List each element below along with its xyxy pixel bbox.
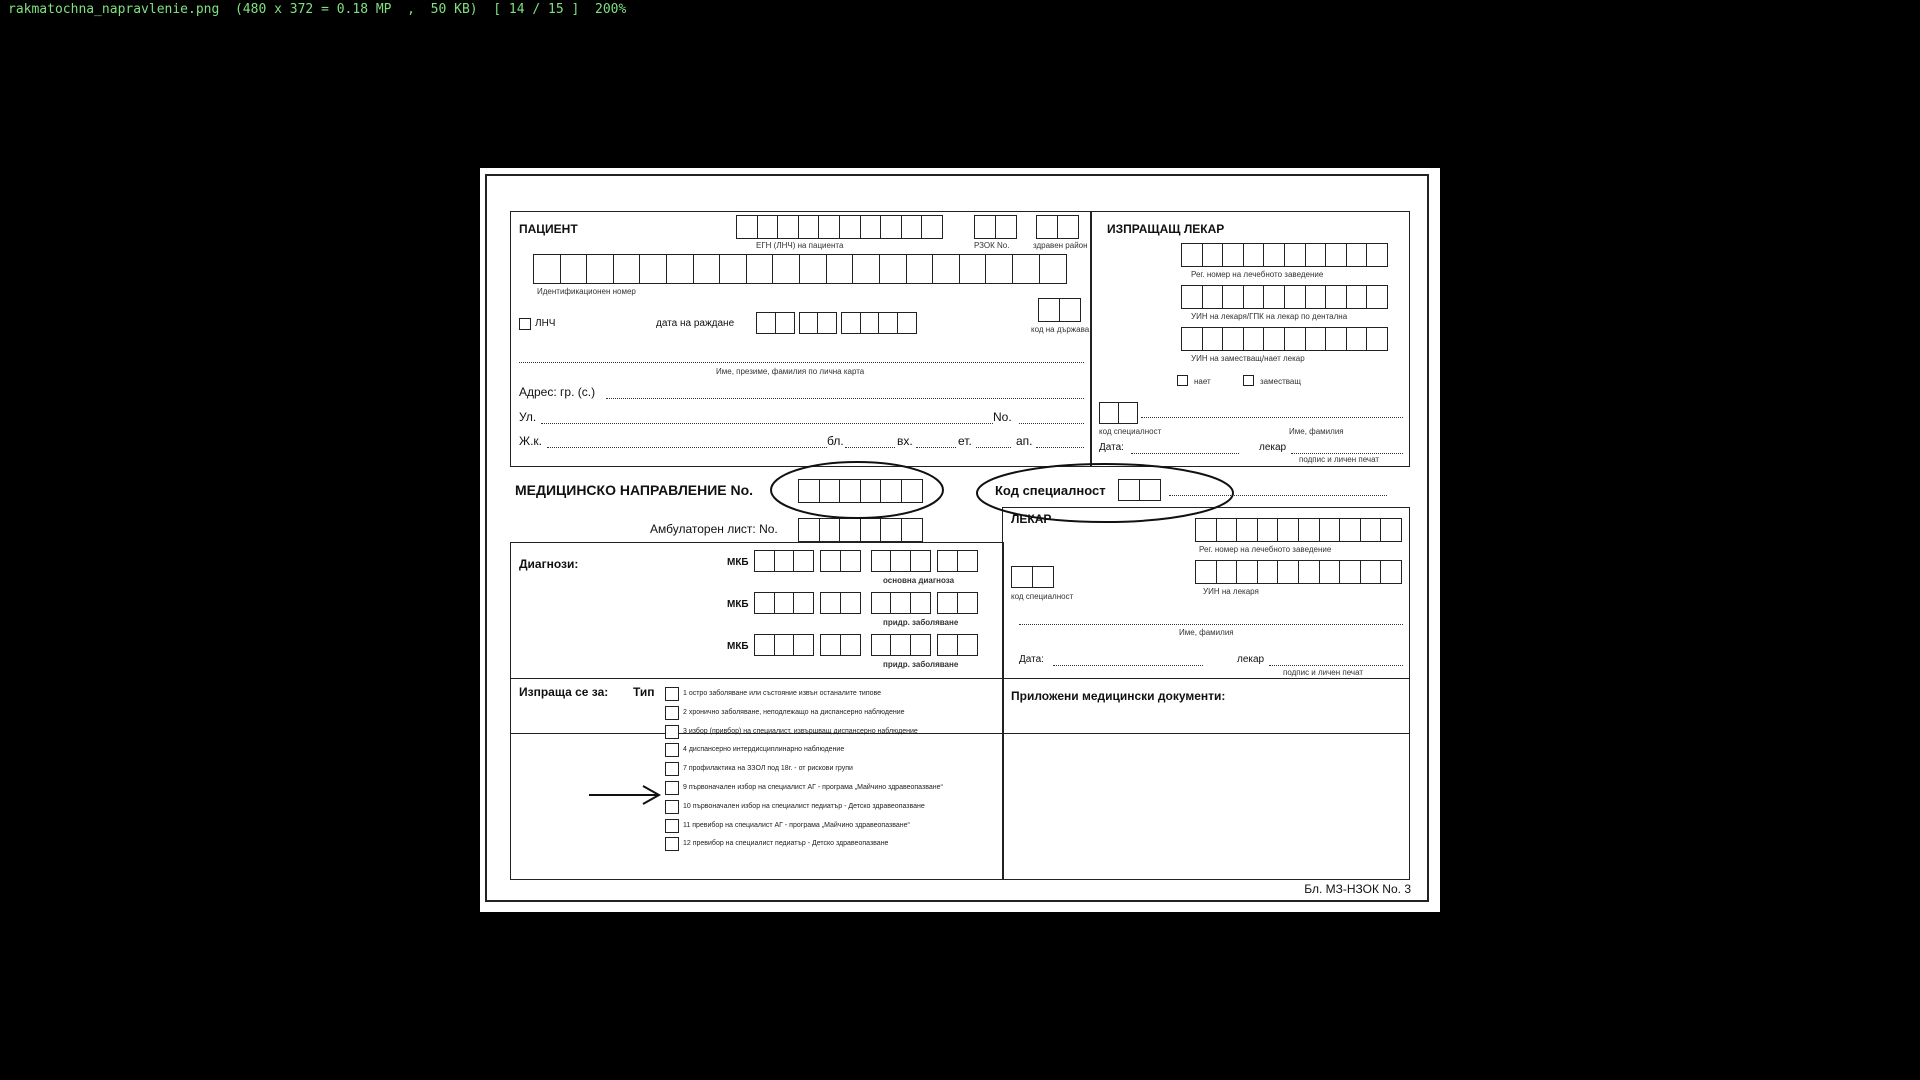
doctor-reg-caption: Рег. номер на лечебното заведение	[1199, 545, 1332, 554]
diagnoses-title: Диагнози:	[519, 557, 579, 571]
sender-uin-sub-caption: УИН на заместващ/нает лекар	[1191, 354, 1305, 363]
id-caption: Идентификационен номер	[537, 287, 636, 296]
type-label: Тип	[633, 685, 655, 699]
image-canvas	[480, 168, 1440, 912]
sender-uin-caption: УИН на лекаря/ГПК на лекар по дентална	[1191, 312, 1348, 321]
circle-annotation-specialty-code	[977, 464, 1233, 522]
sent-for-title: Изпраща се за:	[519, 685, 609, 699]
street-label: Ул.	[519, 410, 537, 424]
no-label: No.	[993, 410, 1012, 424]
referral-title: МЕДИЦИНСКО НАПРАВЛЕНИЕ No.	[515, 482, 754, 498]
sender-signature-caption: подпис и личен печат	[1299, 455, 1380, 464]
sent-for-option-label: 12 превибор на специалист педиатър - Детско здравеопазване	[683, 840, 889, 848]
doctor-signature-caption: подпис и личен печат	[1283, 668, 1364, 677]
referral-form	[485, 174, 1429, 902]
doctor-title: ЛЕКАР	[1011, 512, 1052, 526]
diagnosis-1-caption: основна диагноза	[883, 576, 955, 585]
hired-label: нает	[1194, 377, 1211, 386]
doctor-doctor-label: лекар	[1237, 654, 1265, 665]
mkb-label-3: МКБ	[727, 641, 749, 652]
sent-for-option-label: 7 профилактика на ЗЗОЛ под 18г. - от рискови групи	[683, 765, 853, 773]
substitute-label: заместващ	[1260, 377, 1301, 386]
sent-for-option-label: 3 избор (привбор) на специалист, извършващ диспансерно наблюдение	[683, 727, 918, 735]
sent-for-option-label: 2 хронично заболяване, неподлежащо на диспансерно наблюдение	[683, 708, 905, 716]
rzok-caption: РЗОК No.	[974, 241, 1010, 250]
birthdate-label: дата на раждане	[656, 318, 735, 329]
address-label: Адрес: гр. (с.)	[519, 385, 596, 399]
sent-for-option-label: 9 първоначален избор на специалист АГ - програма „Майчино здравеопазване“	[683, 784, 943, 791]
circle-annotation-referral-number	[771, 462, 943, 518]
region-caption: здравен район	[1033, 241, 1088, 250]
ap-label: ап.	[1016, 434, 1033, 448]
country-caption: код на държава	[1031, 325, 1090, 334]
sent-for-option-label: 4 диспансерно интердисциплинарно наблюдение	[683, 746, 845, 754]
sender-doctor-label: лекар	[1259, 442, 1287, 453]
name-caption: Име, презиме, фамилия по лична карта	[716, 367, 865, 376]
ambulatory-label: Амбулаторен лист: No.	[650, 522, 778, 536]
arrow-annotation-icon	[589, 786, 659, 804]
sender-reg-caption: Рег. номер на лечебното заведение	[1191, 270, 1324, 279]
sent-for-option-label: 11 превибор на специалист АГ - програма „Майчино здравеопазване“	[683, 821, 910, 829]
sender-name-caption: Име, фамилия	[1289, 427, 1344, 436]
zhk-label: Ж.к.	[519, 434, 542, 448]
diagnosis-2-caption: придр. заболяване	[883, 618, 959, 627]
specialty-code-label: Код специалност	[995, 483, 1106, 498]
doctor-specialty-caption: код специалност	[1011, 592, 1074, 601]
viewer-title: rakmatochna_napravlenie.png (480 x 372 = 0.18 MP , 50 KB) [ 14 / 15 ] 200%	[8, 2, 627, 17]
doctor-uin-caption: УИН на лекаря	[1203, 587, 1259, 596]
lnch-label: ЛНЧ	[535, 318, 556, 329]
doctor-date-label: Дата:	[1019, 654, 1044, 665]
sender-date-label: Дата:	[1099, 442, 1124, 453]
annotation-layer	[487, 176, 1431, 904]
sent-for-option-label: 10 първоначален избор на специалист педиатър - Детско здравеопазване	[683, 802, 925, 810]
et-label: ет.	[958, 434, 972, 448]
sent-for-option-label: 1 остро заболяване или състояние извън останалите типове	[683, 690, 882, 697]
sender-title: ИЗПРАЩАЩ ЛЕКАР	[1107, 222, 1225, 236]
sender-specialty-caption: код специалност	[1099, 427, 1162, 436]
attachments-title: Приложени медицински документи:	[1011, 689, 1226, 703]
diagnosis-3-caption: придр. заболяване	[883, 660, 959, 669]
doctor-name-caption: Име, фамилия	[1179, 628, 1234, 637]
vh-label: вх.	[897, 434, 913, 448]
mkb-label-1: МКБ	[727, 557, 749, 568]
form-code: Бл. МЗ-НЗОК No. 3	[1304, 882, 1411, 896]
patient-title: ПАЦИЕНТ	[519, 222, 578, 236]
egn-caption: ЕГН (ЛНЧ) на пациента	[756, 241, 844, 250]
bl-label: бл.	[827, 434, 844, 448]
mkb-label-2: МКБ	[727, 599, 749, 610]
